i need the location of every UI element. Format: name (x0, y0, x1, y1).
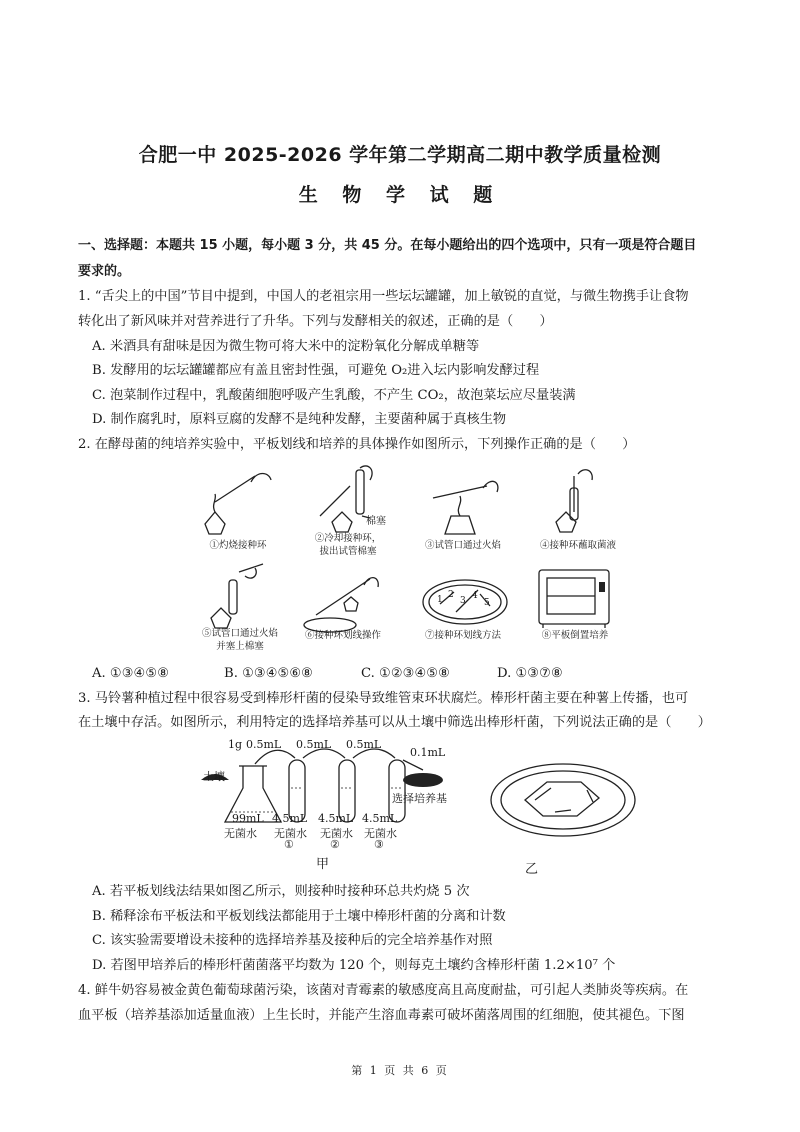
selective-medium-label: 选择培养基 (392, 792, 447, 805)
caption-step6: ⑥接种环划线操作 (304, 630, 381, 641)
section-instructions-line2: 要求的。 (78, 264, 131, 279)
q1-option-c: C. 泡菜制作过程中，乳酸菌细胞呼吸产生乳酸，不产生 CO₂，故泡菜坛应尽量装满 (92, 388, 576, 403)
caption-step7: ⑦接种环划线方法 (424, 630, 501, 641)
q1-option-b: B. 发酵用的坛坛罐罐都应有盖且密封性强，可避免 O₂进入坛内影响发酵过程 (92, 363, 540, 378)
transfer-label-2: 0.5mL (296, 738, 332, 751)
q3-option-b: B. 稀释涂布平板法和平板划线法都能用于土壤中棒形杆菌的分离和计数 (92, 909, 506, 924)
streak-number-1: 1 (437, 595, 443, 605)
q1-stem-line2: 转化出了新风味并对营养进行了升华。下列与发酵相关的叙述，正确的是（ ） (78, 314, 553, 329)
step8-incubator-illustration (535, 566, 615, 630)
exam-title: 合肥一中 2025-2026 学年第二学期高二期中教学质量检测 (138, 144, 662, 166)
figure-yi-label: 乙 (525, 862, 539, 877)
step2-illustration (310, 466, 390, 538)
q3-stem-line1: 3. 马铃薯种植过程中很容易受到棒形杆菌的侵染导致维管束环状腐烂。棒形杆菌主要在种薯上传播，也可 (78, 691, 689, 706)
streak-number-3: 3 (460, 596, 466, 606)
flask-volume-label: 99mL (232, 812, 264, 825)
step3-illustration (425, 468, 505, 538)
tube1-id: ① (284, 838, 294, 851)
tube1-volume-label: 4.5mL (272, 812, 308, 825)
cotton-plug-label: 棉塞 (366, 516, 386, 527)
q2-option-c: C. ①②③④⑤⑧ (361, 666, 450, 681)
caption-step2-line2: 拔出试管棉塞 (319, 546, 377, 557)
q4-stem-line1: 4. 鲜牛奶容易被金黄色葡萄球菌污染，该菌对青霉素的敏感度高且高度耐盐，可引起人类肺炎等疾病。在 (78, 983, 689, 998)
caption-step5-line2: 并塞上棉塞 (216, 641, 264, 652)
caption-step3: ③试管口通过火焰 (424, 540, 501, 551)
exam-subtitle: 生 物 学 试 题 (298, 184, 502, 206)
final-volume-label: 0.1mL (410, 746, 446, 759)
q3-option-a: A. 若平板划线法结果如图乙所示，则接种时接种环总共灼烧 5 次 (92, 884, 470, 899)
streak-number-4: 4 (472, 591, 478, 601)
soil-mass-label: 1g (228, 738, 243, 751)
tube1-liquid-label: 无菌水 (274, 827, 307, 840)
caption-step8: ⑧平板倒置培养 (541, 630, 609, 641)
q3-option-d: D. 若图甲培养后的棒形杆菌菌落平均数为 120 个，则每克土壤约含棒形杆菌 1.2×10⁷ 个 (92, 958, 616, 973)
page-footer: 第 1 页 共 6 页 (351, 1064, 449, 1077)
q1-stem-line1: 1. “舌尖上的中国”节目中提到，中国人的老祖宗用一些坛坛罐罐，加上敏锐的直觉，与微生物携手让食物 (78, 289, 689, 304)
tube3-liquid-label: 无菌水 (364, 827, 397, 840)
q4-stem-line2: 血平板（培养基添加适量血液）上生长时，并能产生溶血毒素可破坏菌落周围的红细胞，使其褪色。下图 (78, 1008, 685, 1023)
step4-illustration (540, 466, 620, 538)
figure-jia-label: 甲 (316, 857, 330, 872)
tube2-id: ② (330, 838, 340, 851)
step6-illustration (300, 565, 380, 633)
q2-stem: 2. 在酵母菌的纯培养实验中，平板划线和培养的具体操作如图所示，下列操作正确的是（ ） (78, 437, 636, 452)
streak-number-2: 2 (448, 590, 454, 600)
q2-option-b: B. ①③④⑤⑥⑧ (224, 666, 314, 681)
step5-illustration (205, 562, 275, 632)
caption-step2-line1: ②冷却接种环， (314, 533, 382, 544)
streak-number-5: 5 (484, 598, 490, 608)
caption-step4: ④接种环蘸取菌液 (539, 540, 616, 551)
q1-option-d: D. 制作腐乳时，原料豆腐的发酵不是纯种发酵，主要菌种属于真核生物 (92, 412, 507, 427)
step1-illustration (195, 468, 275, 538)
q2-option-a: A. ①③④⑤⑧ (92, 666, 170, 681)
q3-stem-line2: 在土壤中存活。如图所示，利用特定的选择培养基可以从土壤中筛选出棒形杆菌，下列说法正确的是（ ） (78, 715, 711, 730)
tube3-id: ③ (374, 838, 384, 851)
caption-step5-line1: ⑤试管口通过火焰 (201, 628, 278, 639)
tube2-liquid-label: 无菌水 (320, 827, 353, 840)
section-instructions-line1: 一、选择题：本题共 15 小题，每小题 3 分，共 45 分。在每小题给出的四个选项中，只有一项是符合题目 (78, 238, 697, 253)
tube2-volume-label: 4.5mL (318, 812, 354, 825)
q2-option-d: D. ①③⑦⑧ (497, 666, 563, 681)
q1-option-a: A. 米酒具有甜味是因为微生物可将大米中的淀粉氧化分解成单糖等 (92, 339, 480, 354)
flask-liquid-label: 无菌水 (224, 827, 257, 840)
transfer-label-3: 0.5mL (346, 738, 382, 751)
transfer-label-1: 0.5mL (246, 738, 282, 751)
q3-option-c: C. 该实验需要增设未接种的选择培养基及接种后的完全培养基作对照 (92, 933, 493, 948)
caption-step1: ①灼烧接种环 (209, 540, 267, 551)
tube3-volume-label: 4.5mL (362, 812, 398, 825)
soil-label: 土壤 (203, 770, 225, 783)
